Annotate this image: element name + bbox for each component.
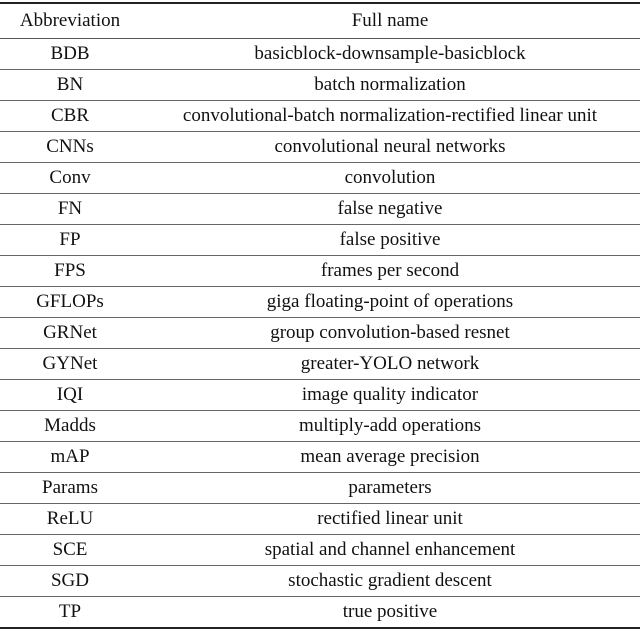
table-row (0, 163, 640, 194)
table-row (0, 597, 640, 629)
abbreviation-cell: FN (57, 198, 83, 219)
full-name-cell: convolutional-batch normalization-rectified linear unit (182, 105, 598, 126)
abbreviation-cell: CBR (50, 105, 90, 126)
full-name-cell: parameters (348, 477, 432, 498)
full-name-cell: giga floating-point of operations (266, 291, 514, 312)
full-name-cell: group convolution-based resnet (270, 322, 510, 343)
full-name-cell: greater-YOLO network (300, 353, 480, 374)
abbreviation-cell: GRNet (43, 322, 97, 343)
table-row (0, 318, 640, 349)
abbreviation-cell: SGD (50, 570, 89, 591)
table-row (0, 442, 640, 473)
full-name-cell: convolution (344, 167, 436, 188)
full-name-cell: convolutional neural networks (274, 136, 506, 157)
abbreviation-cell: SCE (52, 539, 88, 560)
full-name-cell: basicblock-downsample-basicblock (254, 43, 526, 64)
abbreviation-cell: BN (56, 74, 84, 95)
full-name-cell: spatial and channel enhancement (264, 539, 516, 560)
abbreviation-cell: BDB (50, 43, 90, 64)
full-name-cell: false positive (339, 229, 441, 250)
abbreviation-cell: mAP (50, 446, 90, 467)
abbreviation-cell: Params (42, 477, 98, 498)
header-abbreviation: Abbreviation (19, 10, 121, 31)
abbreviation-table (0, 2, 640, 629)
table-row (0, 411, 640, 442)
table-row (0, 380, 640, 411)
abbreviation-cell: FP (59, 229, 81, 250)
table-row (0, 225, 640, 256)
table-row (0, 287, 640, 318)
table-row (0, 70, 640, 101)
abbreviation-cell: IQI (56, 384, 84, 405)
full-name-cell: stochastic gradient descent (288, 570, 492, 591)
abbreviation-cell: FPS (54, 260, 86, 281)
abbreviation-cell: TP (58, 601, 82, 622)
full-name-cell: false negative (337, 198, 443, 219)
abbreviation-cell: ReLU (46, 508, 94, 529)
full-name-cell: image quality indicator (301, 384, 479, 405)
table-row (0, 349, 640, 380)
full-name-cell: frames per second (320, 260, 460, 281)
table-row (0, 566, 640, 597)
table-row (0, 132, 640, 163)
header-full-name: Full name (351, 10, 429, 31)
table-row (0, 256, 640, 287)
table-row (0, 473, 640, 504)
full-name-cell: rectified linear unit (317, 508, 463, 529)
table-header-row (0, 3, 640, 39)
table-row (0, 101, 640, 132)
table-row (0, 535, 640, 566)
abbreviation-cell: Conv (49, 167, 91, 188)
abbreviation-cell: CNNs (46, 136, 94, 157)
full-name-cell: mean average precision (300, 446, 480, 467)
table-row (0, 194, 640, 225)
abbreviation-cell: Madds (44, 415, 96, 436)
full-name-cell: multiply-add operations (298, 415, 482, 436)
full-name-cell: batch normalization (314, 74, 466, 95)
table-row (0, 504, 640, 535)
table-row (0, 39, 640, 70)
abbreviation-cell: GYNet (42, 353, 98, 374)
abbreviation-cell: GFLOPs (36, 291, 104, 312)
full-name-cell: true positive (342, 601, 438, 622)
